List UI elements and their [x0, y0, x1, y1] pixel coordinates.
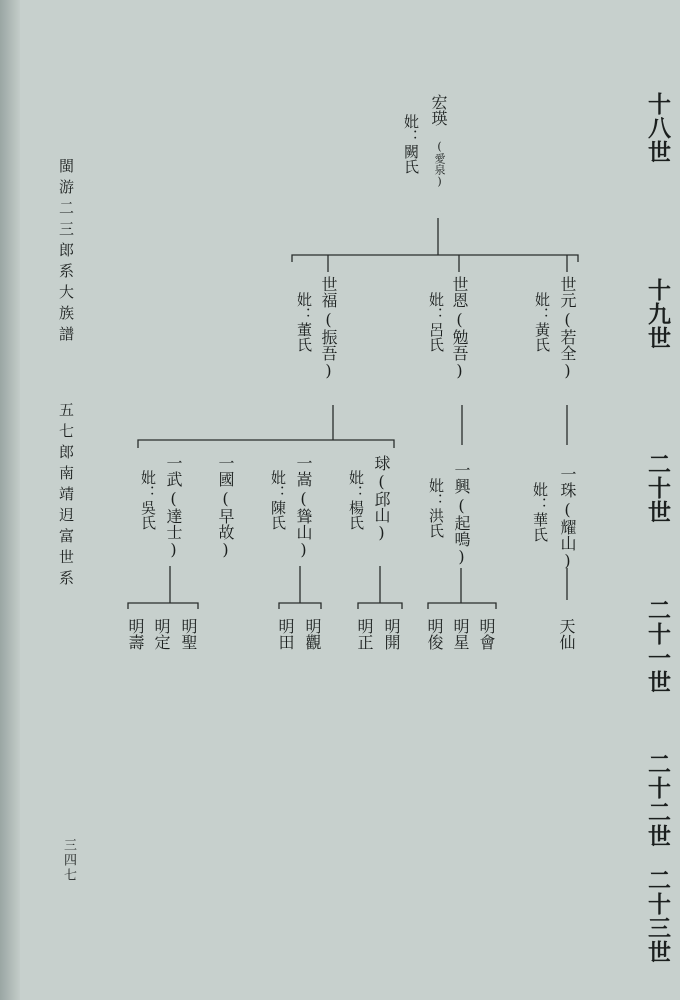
gen20-name-3: 一嵩 [294, 455, 313, 487]
gen19-wife-2: 妣：董氏 [295, 292, 313, 352]
gen20-name-5: 一武 [164, 455, 183, 487]
gen20-wife-0: 妣：華氏 [531, 482, 549, 542]
gen19-wife-0: 妣：黃氏 [533, 292, 551, 352]
book-page [12, 0, 680, 1000]
gen18-name: 宏瑛 [429, 94, 448, 126]
gen21-name-1: 明會 [477, 618, 496, 650]
gen19-alias-0: (若全) [558, 310, 577, 380]
gen20-wife-1: 妣：洪氏 [427, 478, 445, 538]
gen20-alias-3: (聳山) [294, 489, 313, 559]
gen18-alias: (愛泉) [433, 140, 446, 188]
gen19-wife-1: 妣：呂氏 [427, 292, 445, 352]
gen19-name-2: 世福 [319, 276, 338, 308]
generation-label-19: 十九世 [644, 278, 671, 350]
gen21-name-2: 明星 [451, 618, 470, 650]
gen20-wife-3: 妣：陳氏 [269, 470, 287, 530]
gen21-name-4: 明開 [382, 618, 401, 650]
gen21-name-10: 明壽 [126, 618, 145, 650]
gen20-alias-4: (早故) [216, 489, 235, 559]
book-title: 閩游二三郎系大族譜 [57, 158, 75, 347]
gen21-name-3: 明俊 [425, 618, 444, 650]
page-number: 三四七 [61, 838, 76, 883]
gen21-name-7: 明田 [276, 618, 295, 650]
gen21-name-5: 明正 [355, 618, 374, 650]
gen20-wife-5: 妣：吳氏 [139, 470, 157, 530]
generation-label-23: 二十三世 [644, 868, 671, 964]
gen19-name-1: 世恩 [450, 276, 469, 308]
gen20-name-2: 球 [372, 455, 391, 471]
gen20-name-1: 一興 [452, 462, 471, 494]
gen21-name-6: 明觀 [303, 618, 322, 650]
section-title: 五七郎南靖迌富世系 [57, 402, 75, 591]
gen19-alias-2: (振吾) [319, 310, 338, 380]
gen20-name-4: 一國 [216, 455, 235, 487]
generation-label-18: 十八世 [644, 92, 671, 164]
gen21-name-9: 明定 [152, 618, 171, 650]
gen20-alias-1: (起鳴) [452, 496, 471, 566]
gen18-wife: 妣：闕氏 [402, 114, 420, 174]
gen20-alias-5: (達士) [164, 489, 183, 559]
gen21-name-0: 天仙 [557, 618, 576, 650]
gen20-name-0: 一珠 [558, 466, 577, 498]
gen21-name-8: 明聖 [179, 618, 198, 650]
gen20-alias-0: (耀山) [558, 500, 577, 570]
gen19-alias-1: (勉吾) [450, 310, 469, 380]
generation-label-22: 二十二世 [644, 752, 671, 848]
book-spine-shadow [0, 0, 20, 1000]
gen20-wife-2: 妣：楊氏 [347, 470, 365, 530]
gen19-name-0: 世元 [558, 276, 577, 308]
generation-label-20: 二十世 [644, 452, 671, 524]
gen20-alias-2: (邱山) [372, 472, 391, 542]
generation-label-21: 二十一世 [644, 598, 671, 694]
